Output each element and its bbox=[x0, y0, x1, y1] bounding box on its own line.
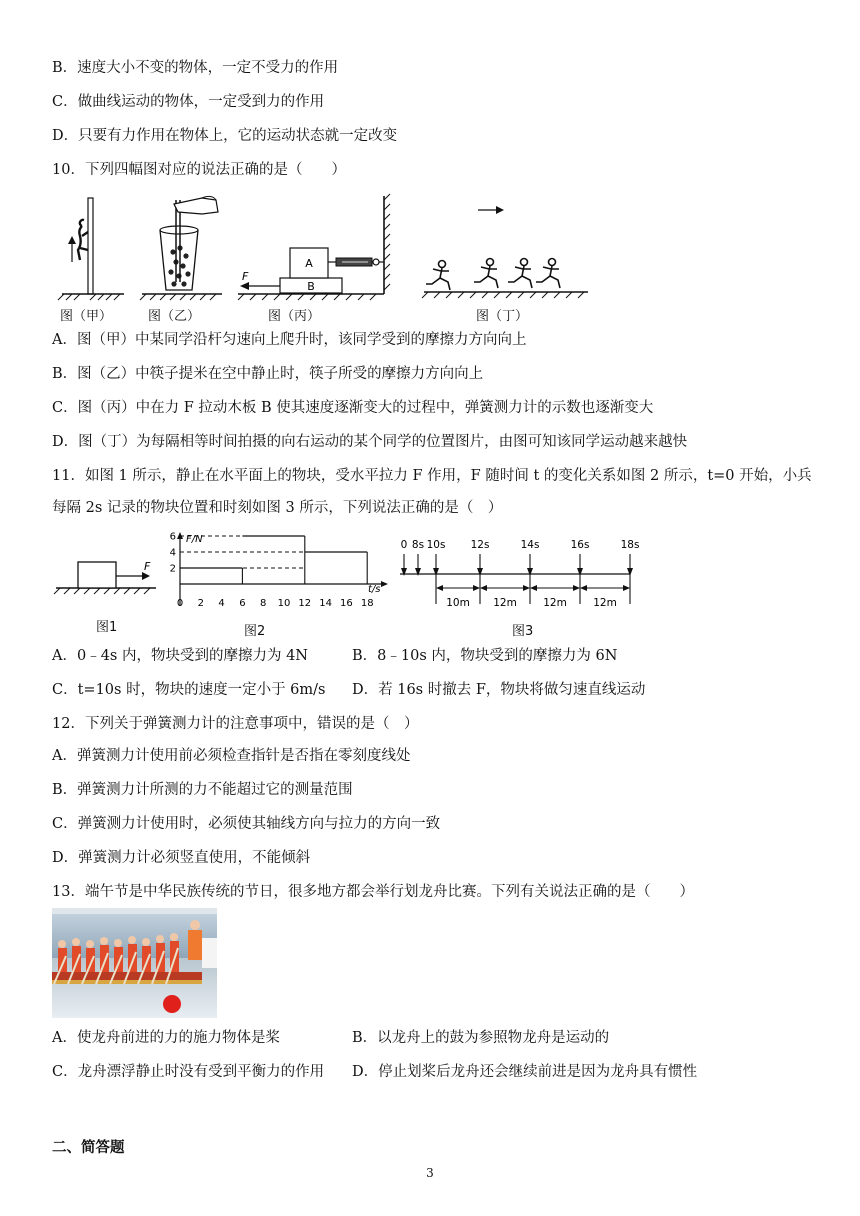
fig2-ytick-label: 4 bbox=[169, 547, 176, 559]
q10-option-d: D．图（丁）为每隔相等时间拍摄的向右运动的某个同学的位置图片，由图可知该同学运动越来越快 bbox=[52, 434, 688, 450]
caption-fig1: 图1 bbox=[96, 620, 118, 635]
force-f-label: F bbox=[242, 270, 249, 283]
q12-option-b: B．弹簧测力计所测的力不能超过它的测量范围 bbox=[52, 782, 353, 798]
fig3-distance-label: 12m bbox=[543, 597, 567, 608]
q9-option-b: B．速度大小不变的物体，一定不受力的作用 bbox=[52, 60, 339, 76]
fig3-time-label: 0 bbox=[400, 539, 408, 551]
fig3-mark-arrow bbox=[627, 568, 633, 576]
q11-stem-1: 11．如图 1 所示，静止在水平面上的物块，受水平拉力 F 作用，F 随时间 t 的变化关系如图 2 所示，t=0 开始，小兵 bbox=[52, 468, 812, 484]
q11-option-c: C．t=10s 时，物块的速度一定小于 6m/s bbox=[52, 682, 326, 698]
q11-fig2-chart bbox=[164, 530, 400, 620]
fig2-xtick-label: 12 bbox=[298, 598, 312, 609]
fig2-xtick-label: 10 bbox=[277, 598, 291, 609]
fig3-distance-arrowhead bbox=[580, 585, 587, 591]
caption-yi: 图（乙） bbox=[148, 309, 201, 324]
q9-option-d: D．只要有力作用在物体上，它的运动状态就一定改变 bbox=[52, 128, 398, 144]
fig3-distance-label: 12m bbox=[493, 597, 517, 608]
fig3-time-label: 16s bbox=[570, 539, 590, 551]
q12-option-d: D．弹簧测力计必须竖直使用，不能倾斜 bbox=[52, 850, 311, 866]
figure-ding bbox=[422, 206, 588, 298]
section-title: 二、简答题 bbox=[52, 1140, 125, 1156]
q10-option-b: B．图（乙）中筷子提米在空中静止时，筷子所受的摩擦力方向向上 bbox=[52, 366, 484, 382]
q12-option-a: A．弹簧测力计使用前必须检查指针是否指在零刻度线处 bbox=[52, 748, 411, 764]
fig2-xlabel: t/s bbox=[368, 584, 381, 595]
q11-fig3 bbox=[392, 534, 642, 608]
q11-stem-2: 每隔 2s 记录的物块位置和时刻如图 3 所示，下列说法正确的是（ ） bbox=[52, 500, 503, 516]
fig1-force-label: F bbox=[144, 560, 151, 573]
fig2-xtick-label: 16 bbox=[340, 598, 353, 609]
fig3-mark-arrow bbox=[433, 568, 439, 576]
fig2-ylabel: F/N bbox=[186, 534, 203, 545]
caption-bing: 图（丙） bbox=[268, 309, 321, 324]
fig2-ytick-label: 2 bbox=[169, 563, 176, 575]
fig3-time-label: 14s bbox=[520, 539, 540, 551]
figure-yi bbox=[140, 196, 222, 300]
q13-stem: 13．端午节是中华民族传统的节日，很多地方都会举行划龙舟比赛。下列有关说法正确的是（ ） bbox=[52, 884, 694, 900]
fig2-xtick-label: 0 bbox=[176, 598, 184, 609]
q10-stem: 10．下列四幅图对应的说法正确的是（ ） bbox=[52, 162, 346, 178]
figure-jia bbox=[58, 198, 124, 300]
fig3-distance-label: 12m bbox=[593, 597, 617, 608]
fig2-xtick-label: 4 bbox=[218, 598, 225, 609]
fig3-distance-arrowhead bbox=[573, 585, 580, 591]
q11-option-a: A．0﹣4s 内，物块受到的摩擦力为 4N bbox=[52, 648, 308, 664]
block-b-label: B bbox=[307, 280, 315, 293]
q9-option-c: C．做曲线运动的物体，一定受到力的作用 bbox=[52, 94, 325, 110]
fig2-xtick-label: 6 bbox=[239, 598, 246, 609]
q11-fig1 bbox=[52, 540, 162, 610]
fig3-time-label: 12s bbox=[470, 539, 490, 551]
fig3-mark-arrow bbox=[527, 568, 533, 576]
fig3-time-label: 8s bbox=[411, 539, 425, 551]
block-a-label: A bbox=[305, 257, 313, 270]
fig3-time-label: 10s bbox=[426, 539, 446, 551]
q10-option-a: A．图（甲）中某同学沿杆匀速向上爬升时，该同学受到的摩擦力方向向上 bbox=[52, 332, 527, 348]
fig3-distance-arrowhead bbox=[436, 585, 443, 591]
caption-jia: 图（甲） bbox=[60, 309, 113, 324]
fig3-mark-arrow bbox=[477, 568, 483, 576]
q13-option-a: A．使龙舟前进的力的施力物体是桨 bbox=[52, 1030, 280, 1046]
fig3-mark-arrow bbox=[401, 568, 407, 576]
caption-fig3: 图3 bbox=[512, 624, 534, 639]
fig3-distance-arrowhead bbox=[473, 585, 480, 591]
q11-option-b: B．8﹣10s 内，物块受到的摩擦力为 6N bbox=[352, 648, 618, 664]
q12-option-c: C．弹簧测力计使用时，必须使其轴线方向与拉力的方向一致 bbox=[52, 816, 441, 832]
fig2-xtick-label: 14 bbox=[319, 598, 332, 609]
q12-stem: 12．下列关于弹簧测力计的注意事项中，错误的是（ ） bbox=[52, 716, 419, 732]
figure-bing bbox=[238, 194, 390, 300]
q10-option-c: C．图（丙）中在力 F 拉动木板 B 使其速度逐渐变大的过程中，弹簧测力计的示数也逐渐变大 bbox=[52, 400, 654, 416]
q13-option-c: C．龙舟漂浮静止时没有受到平衡力的作用 bbox=[52, 1064, 325, 1080]
dragon-boat-photo bbox=[52, 908, 217, 1018]
fig3-distance-arrowhead bbox=[530, 585, 537, 591]
fig2-xtick-label: 18 bbox=[360, 598, 374, 609]
caption-ding: 图（丁） bbox=[476, 309, 529, 324]
fig3-mark-arrow bbox=[577, 568, 583, 576]
fig3-distance-label: 10m bbox=[446, 597, 470, 608]
fig2-xtick-label: 2 bbox=[197, 598, 204, 609]
page-number: 3 bbox=[426, 1166, 434, 1180]
fig2-xtick-label: 8 bbox=[260, 598, 267, 609]
fig3-distance-arrowhead bbox=[623, 585, 630, 591]
caption-fig2: 图2 bbox=[244, 624, 266, 639]
q11-option-d: D．若 16s 时撤去 F，物块将做匀速直线运动 bbox=[352, 682, 646, 698]
fig3-mark-arrow bbox=[415, 568, 421, 576]
fig3-time-label: 18s bbox=[620, 539, 640, 551]
fig2-ytick-label: 6 bbox=[169, 531, 176, 543]
fig3-distance-arrowhead bbox=[523, 585, 530, 591]
q13-option-b: B．以龙舟上的鼓为参照物龙舟是运动的 bbox=[352, 1030, 610, 1046]
q13-option-d: D．停止划桨后龙舟还会继续前进是因为龙舟具有惯性 bbox=[352, 1064, 698, 1080]
fig3-distance-arrowhead bbox=[480, 585, 487, 591]
